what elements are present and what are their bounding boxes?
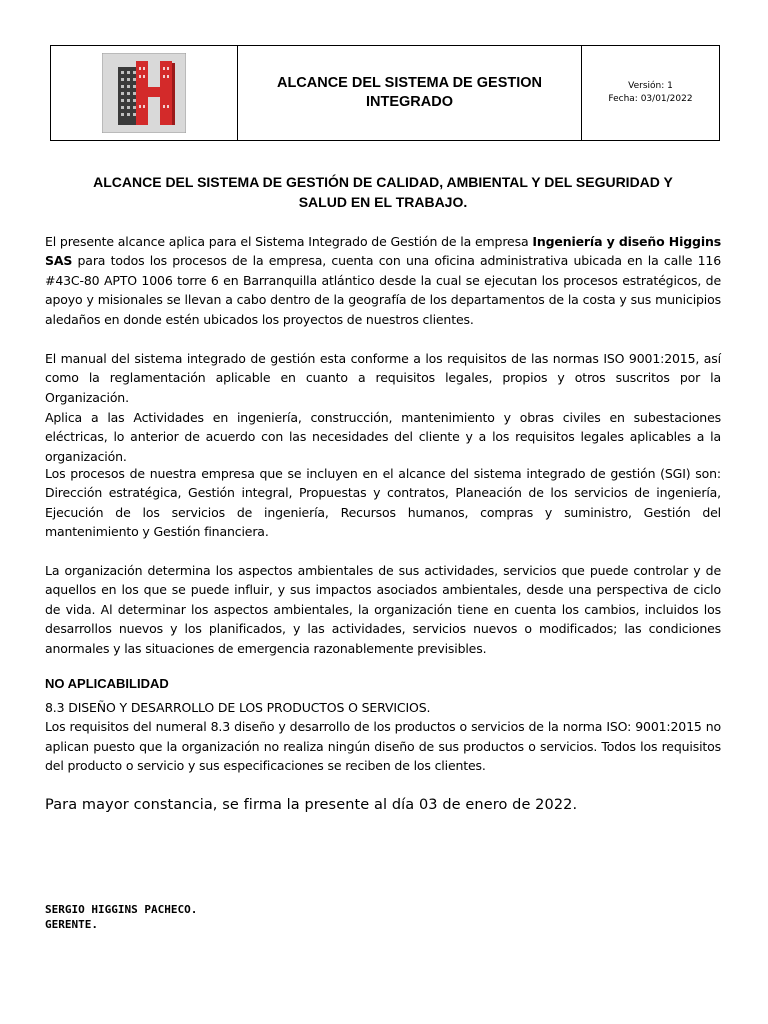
- header-title: [238, 46, 582, 140]
- exclusion-clause: 8.3 DISEÑO Y DESARROLLO DE LOS PRODUCTOS O SERVICIOS.: [45, 700, 431, 715]
- paragraph-scope-start: El presente alcance aplica para el Sistema Integrado de Gestión de la empresa: [45, 234, 533, 249]
- header-title-line2: INTEGRADO: [366, 94, 453, 110]
- version-label: Versión: 1: [628, 81, 673, 91]
- header-meta: [582, 46, 719, 140]
- document-title-line2: SALUD EN EL TRABAJO.: [298, 194, 468, 210]
- building-h-logo-icon: [102, 53, 186, 133]
- signature-role: GERENTE.: [45, 918, 98, 931]
- signature-block: [45, 902, 197, 932]
- logo-cell: [51, 46, 238, 140]
- paragraph-exclusion: [45, 698, 721, 776]
- closing-statement: Para mayor constancia, se firma la presente al día 03 de enero de 2022.: [45, 797, 578, 813]
- paragraph-activities: Aplica a las Actividades en ingeniería, construcción, mantenimiento y obras civiles en subestaciones eléctricas, lo anterior de acuerdo con las necesidades del cliente y a los requisitos legales aplicables a la organización.: [45, 410, 721, 464]
- paragraph-manual: El manual del sistema integrado de gestión esta conforme a los requisitos de las normas ISO 9001:2015, así como la reglamentación aplicable en cuanto a requisitos legales, propios y otros suscritos por la Organización.: [45, 351, 721, 405]
- signature-name: SERGIO HIGGINS PACHECO.: [45, 903, 198, 916]
- paragraph-processes: Los procesos de nuestra empresa que se incluyen en el alcance del sistema integrado de gestión (SGI) son: Dirección estratégica, Gestión integral, Propuestas y contratos, Planeación de los servicios de ingeniería, Ejecución de los servicios de ingeniería, Recursos humanos, compras y suministro, Gestión del mantenimiento y Gestión financiera.: [45, 466, 721, 540]
- paragraph-environmental: La organización determina los aspectos ambientales de sus actividades, servicios que puede controlar y de aquellos en los que se puede influir, y sus impactos asociados ambientales, desde una perspectiva de ciclo de vida. Al determinar los aspectos ambientales, la organización tiene en cuenta los cambios, incluidos los desarrollos nuevos y los planificados, y las actividades, servicios nuevos o modificados; las condiciones anormales y las situaciones de emergencia razonablemente previsibles.: [45, 563, 721, 656]
- document-title-line1: ALCANCE DEL SISTEMA DE GESTIÓN DE CALIDAD, AMBIENTAL Y DEL SEGURIDAD Y: [93, 174, 673, 190]
- document-title: [60, 172, 706, 212]
- company-name: Ingeniería y diseño Higgins SAS: [45, 234, 721, 269]
- exclusion-text: Los requisitos del numeral 8.3 diseño y desarrollo de los productos o servicios de la norma ISO: 9001:2015 no aplican puesto que la organización no realiza ningún diseño de sus productos o servicios. Todos los requisitos del producto o servicio y sus especificaciones se reciben de los clientes.: [45, 719, 721, 774]
- document-header: [50, 45, 720, 141]
- paragraph-scope-end: para todos los procesos de la empresa, cuenta con una oficina administrativa ubicada en la calle 116 #43C-80 APTO 1006 torre 6 en Barranquilla atlántico desde la cual se ejecutan los procesos estratégicos, de apoyo y misionales se llevan a cabo dentro de la geografía de los departamentos de la costa y sus municipios aledaños en donde estén ubicados los proyectos de nuestros clientes.: [45, 253, 721, 327]
- paragraph-scope: [45, 232, 721, 329]
- no-aplicabilidad-heading: NO APLICABILIDAD: [45, 676, 169, 691]
- header-title-line1: ALCANCE DEL SISTEMA DE GESTION: [276, 75, 543, 91]
- date-label: Fecha: 03/01/2022: [608, 94, 693, 104]
